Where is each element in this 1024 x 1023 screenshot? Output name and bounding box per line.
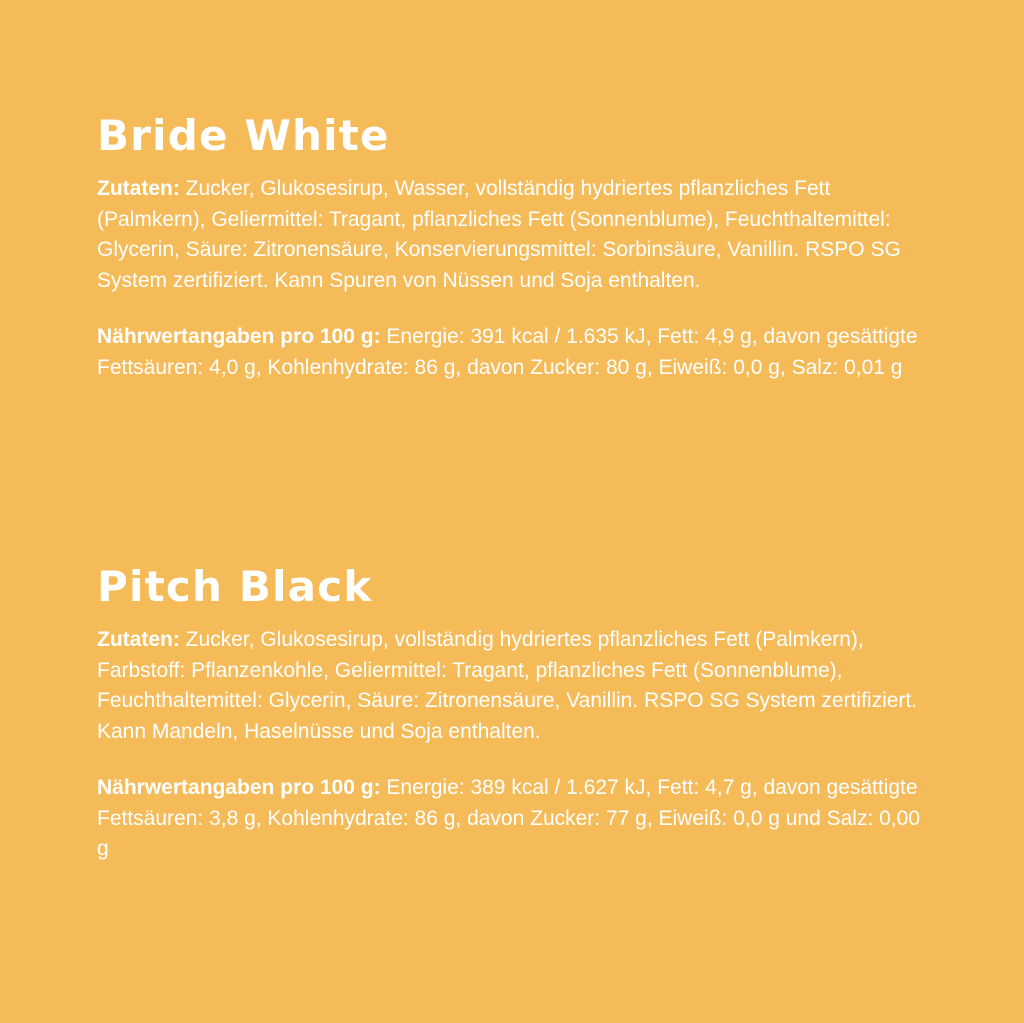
nutrition-label: Nährwertangaben pro 100 g: <box>97 776 381 799</box>
ingredients-text: Zucker, Glukosesirup, vollständig hydriertes pflanzliches Fett (Palmkern), Farbstoff: Pflanzenkohle, Geliermittel: Tragant, pflanzliches Fett (Sonnenblume), Feuchthaltemittel: Glycerin, Säure: Zitronensäure, Vanillin. RSPO SG System zertifiziert. Kann Mandeln, Haselnüsse und Soja enthalten. <box>97 628 918 743</box>
ingredients-label: Zutaten: <box>97 177 180 200</box>
product-title-pitch-black: Pitch Black <box>97 562 373 611</box>
nutrition-label: Nährwertangaben pro 100 g: <box>97 325 381 348</box>
nutrition-text: Energie: 389 kcal / 1.627 kJ, Fett: 4,7 g, davon gesättigte Fettsäuren: 3,8 g, Kohlenhydrate: 86 g, davon Zucker: 77 g, Eiweiß: 0,0 g und Salz: 0,00 g <box>97 776 920 860</box>
product-section-pitch-black <box>97 563 964 865</box>
nutrition-paragraph-bride-white <box>97 322 937 383</box>
ingredients-label: Zutaten: <box>97 628 180 651</box>
product-section-bride-white <box>97 112 964 383</box>
product-title-bride-white: Bride White <box>97 111 390 160</box>
nutrition-text: Energie: 391 kcal / 1.635 kJ, Fett: 4,9 g, davon gesättigte Fettsäuren: 4,0 g, Kohlenhydrate: 86 g, davon Zucker: 80 g, Eiweiß: 0,0 g, Salz: 0,01 g <box>97 325 918 379</box>
ingredients-paragraph-bride-white <box>97 174 937 296</box>
ingredients-text: Zucker, Glukosesirup, Wasser, vollständig hydriertes pflanzliches Fett (Palmkern), Geliermittel: Tragant, pflanzliches Fett (Sonnenblume), Feuchthaltemittel: Glycerin, Säure: Zitronensäure, Konservierungsmittel: Sorbinsäure, Vanillin. RSPO SG System zertifiziert. Kann Spuren von Nüssen und Soja enthalten. <box>97 177 901 292</box>
ingredients-paragraph-pitch-black <box>97 625 937 747</box>
nutrition-paragraph-pitch-black <box>97 773 937 865</box>
